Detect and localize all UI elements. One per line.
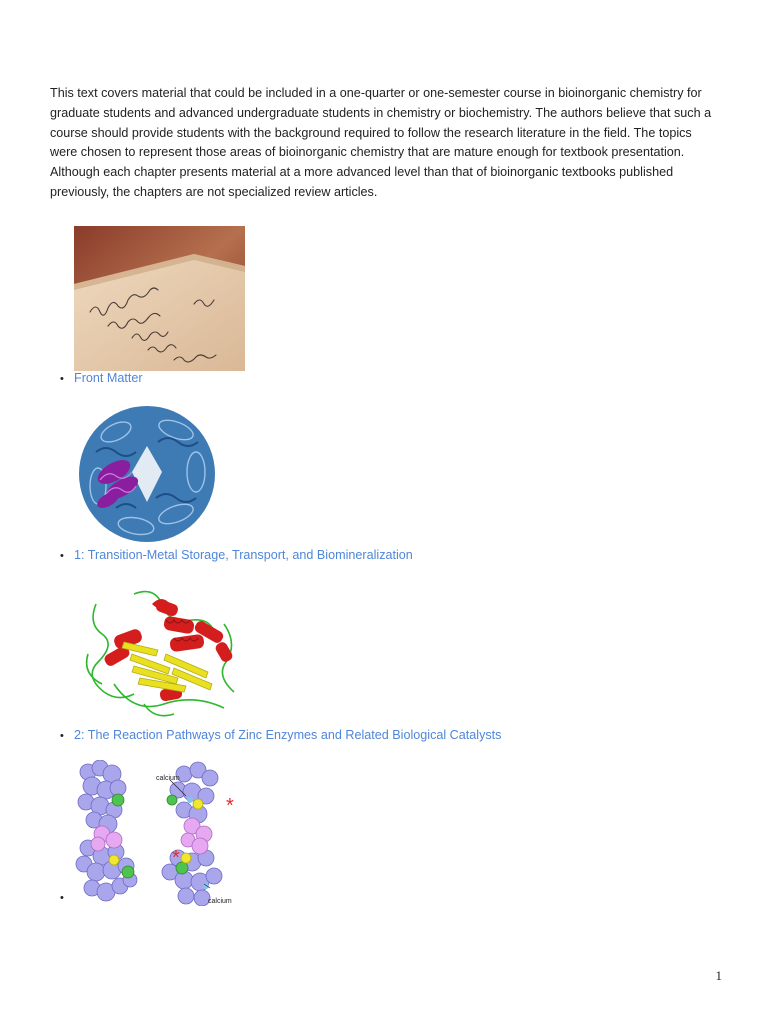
bullet-icon: • <box>60 730 64 742</box>
link-chapter-2[interactable]: 2: The Reaction Pathways of Zinc Enzymes and Related Biological Catalysts <box>74 728 502 742</box>
protein-surface-calcium-image <box>74 760 234 906</box>
bullet-icon: • <box>60 373 64 385</box>
bullet-icon: • <box>60 892 64 904</box>
asterisk-mark-bottom: * <box>172 847 180 869</box>
intro-paragraph: This text covers material that could be included in a one-quarter or one-semester course in bioinorganic chemistry for graduate students and advanced undergraduate students in chemistry or biochemistry. The authors believe that such a course should provide students with the background required to follow the research literature in the field. The topics were chosen to represent those areas of bioinorganic chemistry that are mature enough for textbook presentation. Although each chapter presents material at a more advanced level than that of bioinorganic textbooks published previously, the chapters are not specialized review articles. <box>50 86 712 199</box>
link-chapter-1[interactable]: 1: Transition-Metal Storage, Transport, and Biomineralization <box>74 548 413 562</box>
page-number: 1 <box>715 968 722 983</box>
handwritten-paper-image <box>74 226 245 371</box>
zinc-enzyme-ribbon-image <box>74 584 246 724</box>
bullet-icon: • <box>60 550 64 562</box>
calcium-label-top: calcium <box>156 775 180 782</box>
link-front-matter[interactable]: Front Matter <box>74 371 143 385</box>
calcium-label-bottom: calcium <box>208 898 232 905</box>
ferritin-structure-image <box>76 402 218 546</box>
asterisk-mark-top: * <box>226 795 234 817</box>
